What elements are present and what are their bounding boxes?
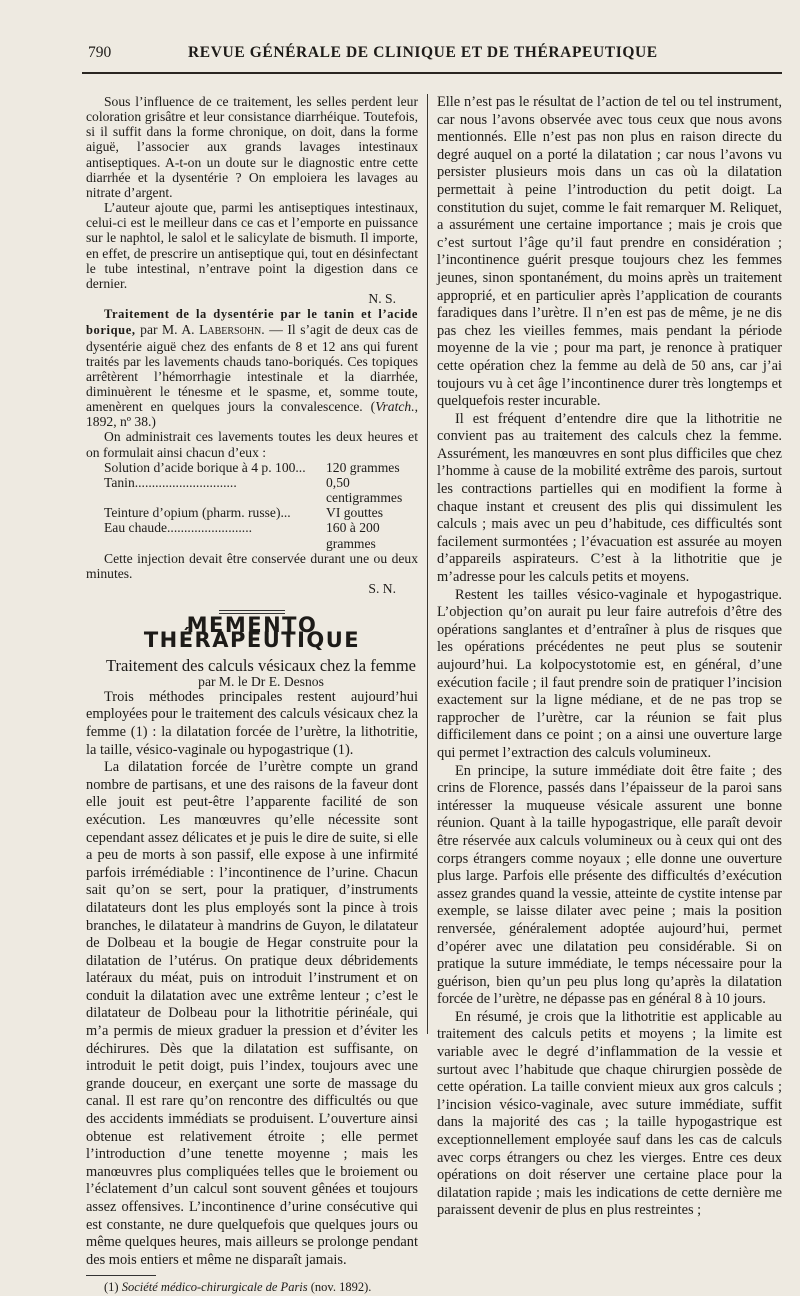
- source-name: Vratch.: [375, 399, 415, 415]
- paragraph: En principe, la suture immédiate doit être faite ; des crins de Florence, passés dans l’épaisseur de la paroi sans intéresser la muqueuse vésicale assurent une bonne réunion. Quant à la taille hypogastrique, elle paraît devoir être réservée aux calculs volumineux ou à ceux qui ont des corps étrangers comme noyaux ; elle donne une ouverture plus large. Parfois elle présente des difficultés d’exécution assez grandes quand la vessie, atteinte de cystite intense par exemple, se laisse dilater avec peine ; mais la position renversée, généralement adoptée aujourd’hui, permet d’opérer avec une dilatation peu considérable. Si on pratique la suture immédiate, le temps nécessaire pour la guérison, bien qu’un peu plus long qu’après la dilatation forcée de l’urètre, ne dépasse pas en général 8 à 10 jours.: [437, 762, 782, 1008]
- footnote-source: Société médico-chirurgicale de Paris: [121, 1280, 308, 1295]
- paragraph: On administrait ces lavements toutes les deux heures et on formulait ainsi chacun d’eux :: [86, 429, 418, 460]
- author-name: Labersohn: [199, 322, 262, 338]
- article-title: Traitement des calculs vésicaux chez la femme: [105, 656, 417, 676]
- paragraph-text: . — Il s’agit de deux cas de dysentérie aiguë chez des enfants de 8 et 12 ans qui furent traités par les lavements chauds tano-boriqués. Ces topiques arrêtèrent l’hémorrhagie intestinale et la diarrhée, diminuèrent le ténesme et le spasme, et, somme toute, amenèrent en quelques jours la convalescence. (: [86, 322, 418, 415]
- page-header: [88, 44, 750, 70]
- signoff: N. S.: [368, 291, 396, 307]
- paragraph: Sous l’influence de ce traitement, les selles perdent leur coloration grisâtre et leur consistance diarrhéique. Toutefois, si il suffit dans la forme chronique, on doit, dans la forme aiguë, l’associer aux grands lavages intestinaux antiseptiques. A-t-on un doute sur le diagnostic entre cette diarrhée et la dysentérie ? On emploiera les lavages au nitrate d’argent.: [86, 94, 418, 200]
- paragraph: L’auteur ajoute que, parmi les antiseptiques intestinaux, celui-ci est le meilleur dans ce cas et l’emporte en puissance sur le naphtol, le salol et le salicylate de bismuth. Il importe, en effet, de prescrire un antiseptique qui, tout en désinfectant le tube intestinal, n’entrave point la digestion dans ce dernier.: [86, 200, 418, 291]
- footnote-date: (nov. 1892).: [307, 1280, 372, 1295]
- page-number: 790: [88, 44, 112, 61]
- paragraph: Elle n’est pas le résultat de l’action de tel ou tel instrument, car nous l’avons observée avec tous ceux que nous avons mentionnés. Elle n’est pas non plus en raison directe du degré auquel on a porté la dilatation ; car nous l’avons vu persister plusieurs mois dans un cas où la dilatation permettait à peine l’introduction du petit doigt. La constitution du sujet, comme le fait remarquer M. Reliquet, a assurément une certaine importance ; mais je crois que c’est surtout l’âge qu’il faut prendre en considération ; l’incontinence guérit presque toujours chez les femmes jeunes, sinon spontanément, du moins après un traitement approprié, et en particulier après l’application de courants faradiques dans l’urètre. Il n’en est pas de même, je ne dis pas chez les vieilles femmes, mais pendant la période moyenne de la vie ; pour ma part, je renonce à pratiquer cette opération chez la femme au delà de 50 ans, car j’ai toujours vu à cet âge l’incontinence durer très longtemps et quelquefois rester incurable.: [437, 94, 782, 410]
- left-column: [86, 94, 418, 1296]
- section-heading-memento: MEMENTO THÉRAPEUTIQUE: [143, 613, 361, 653]
- column-divider: [427, 94, 428, 1034]
- quantity: VI gouttes: [326, 505, 384, 521]
- quantity: 160 à 200 grammes: [326, 520, 380, 551]
- article-body: [86, 689, 418, 1270]
- formula-row: [86, 460, 418, 475]
- article-byline: par M. le Dr E. Desnos: [198, 673, 324, 689]
- footnote-rule: [86, 1275, 156, 1276]
- footnote-number: (1): [104, 1280, 122, 1295]
- formula-row: [86, 505, 418, 520]
- header-rule: [82, 72, 782, 74]
- ingredient: Eau chaude.........................: [104, 520, 252, 536]
- signoff: S. N.: [368, 581, 396, 596]
- paragraph: Il est fréquent d’entendre dire que la lithotritie ne convient pas au traitement des calculs chez la femme. Assurément, les manœuvres en sont plus difficiles que chez l’homme à cause de la mobilité extrême des parois, surtout les contractions partielles qui en modifient la forme à chaque instant et creusent des plis qui dissimulent les calculs ; mais avec un peu d’habitude, ces difficultés sont facilement surmontées ; l’évacuation est assurée au moyen d’appareils aspirateurs. C’est à la lithotritie que je m’adresse pour les calculs petits et moyens.: [437, 410, 782, 586]
- paragraph: En résumé, je crois que la lithotritie est applicable au traitement des calculs petits et moyens ; la limite est variable avec le degré d’inflammation de la vessie et surtout avec l’habitude que chaque chirurgien possède de cette opération. La taille convient mieux aux gros calculs ; l’incision vésico-vaginale, avec suture immédiate, suffit dans la majorité des cas ; la taille hypogastrique est exceptionnellement employée sauf dans les cas de calculs avec corps étrangers ou chez les vierges. Entre ces deux opérations on doit réserver une certaine place pour la dilatation rapide ; mais les indications de cette dernière me paraissent devenir de plus en plus restreintes ;: [437, 1008, 782, 1219]
- byline-text: par M. A.: [135, 322, 200, 338]
- section-heading: Traitement de la dysentérie par le tanin et l’acide borique,: [86, 307, 418, 338]
- source-ref: , 1892, nº 38.): [86, 399, 418, 430]
- paragraph: Trois méthodes principales restent aujourd’hui employées pour le traitement des calculs vésicaux chez la femme (1) : la dilatation forcée de l’urètre, la lithotritie, la taille, vésico-vaginale ou hypogastrique (1).: [86, 688, 418, 758]
- paragraph: Restent les tailles vésico-vaginale et hypogastrique. L’objection qu’on aurait pu leur faire autrefois d’être des opérations sanglantes et d’entraîner à plus de risques que les opérations précédentes ne peut plus se soutenir aujourd’hui. La kolpocystotomie est, en général, d’une exécution facile ; il faut prendre soin de pratiquer l’incision exactement sur la ligne médiane, et de ne pas trop se rapprocher de l’urètre, car la réunion se fait plus difficilement dans ce point ; on a ainsi une ouverture large qui permet l’extraction des calculs volumineux.: [437, 586, 782, 761]
- quantity: 0,50 centigrammes: [326, 474, 403, 506]
- footnote: [86, 1280, 418, 1295]
- formula-row: [86, 520, 418, 550]
- quantity: 120 grammes: [326, 459, 400, 475]
- ingredient: Tanin..............................: [104, 474, 237, 490]
- paragraph: La dilatation forcée de l’urètre compte un grand nombre de partisans, et une des raisons de la faveur dont elle jouit est peut-être l’apparente facilité de son exécution. Les manœuvres qu’elle nécessite sont cependant assez délicates et je puis le dire de suite, si elle a peu de morts à son passif, elle expose à une infirmité parfois irrémédiable : l’incontinence de l’urine. Chacun sait qu’on se sert, pour la pratiquer, d’instruments dilatateurs dont les plus employés sont la pince à trois branches, le dilatateur à mandrins de Guyon, le dilatateur de Dolbeau et la bougie de Hegar construite pour la dilatation de l’utérus. On pratique deux débridements latéraux du méat, puis on introduit l’instrument et on conduit la dilatation avec une extrême lenteur ; c’est le dilatateur de Dolbeau pour la lithotritie périnéale, qui m’a permis de mieux graduer la pression et d’éviter les déchirures. Dès que la dilatation est suffisante, on introduit le petit doigt, puis l’index, toujours avec une grande douceur, en exerçant une sorte de massage du canal. Il est rare qu’on rencontre des difficultés ou que des accidents immédiats se produisent. L’ouverture ainsi obtenue est relativement étroite ; elle permet l’introduction d’une tenette moyenne ; mais les manœuvres plus compliquées telles que le broiement ou l’éclatement d’un calcul sont souvent gênées et toujours assez offensives. L’incontinence d’urine consécutive qui est constante, ne dure quelquefois que quelques jours ou même quelques heures, mais ailleurs se prolonge pendant des mois entiers et même ne disparaît jamais.: [86, 759, 418, 1268]
- paragraph: Cette injection devait être conservée durant une ou deux minutes.: [86, 550, 418, 581]
- ingredient: Solution d’acide borique à 4 p. 100...: [104, 459, 306, 475]
- running-title: REVUE GÉNÉRALE DE CLINIQUE ET DE THÉRAPEUTIQUE: [188, 44, 658, 61]
- formula-list: [86, 460, 418, 551]
- right-column: [437, 94, 782, 1220]
- formula-row: [86, 475, 418, 505]
- ingredient: Teinture d’opium (pharm. russe)...: [104, 505, 291, 521]
- paragraph-tanin: [86, 306, 418, 429]
